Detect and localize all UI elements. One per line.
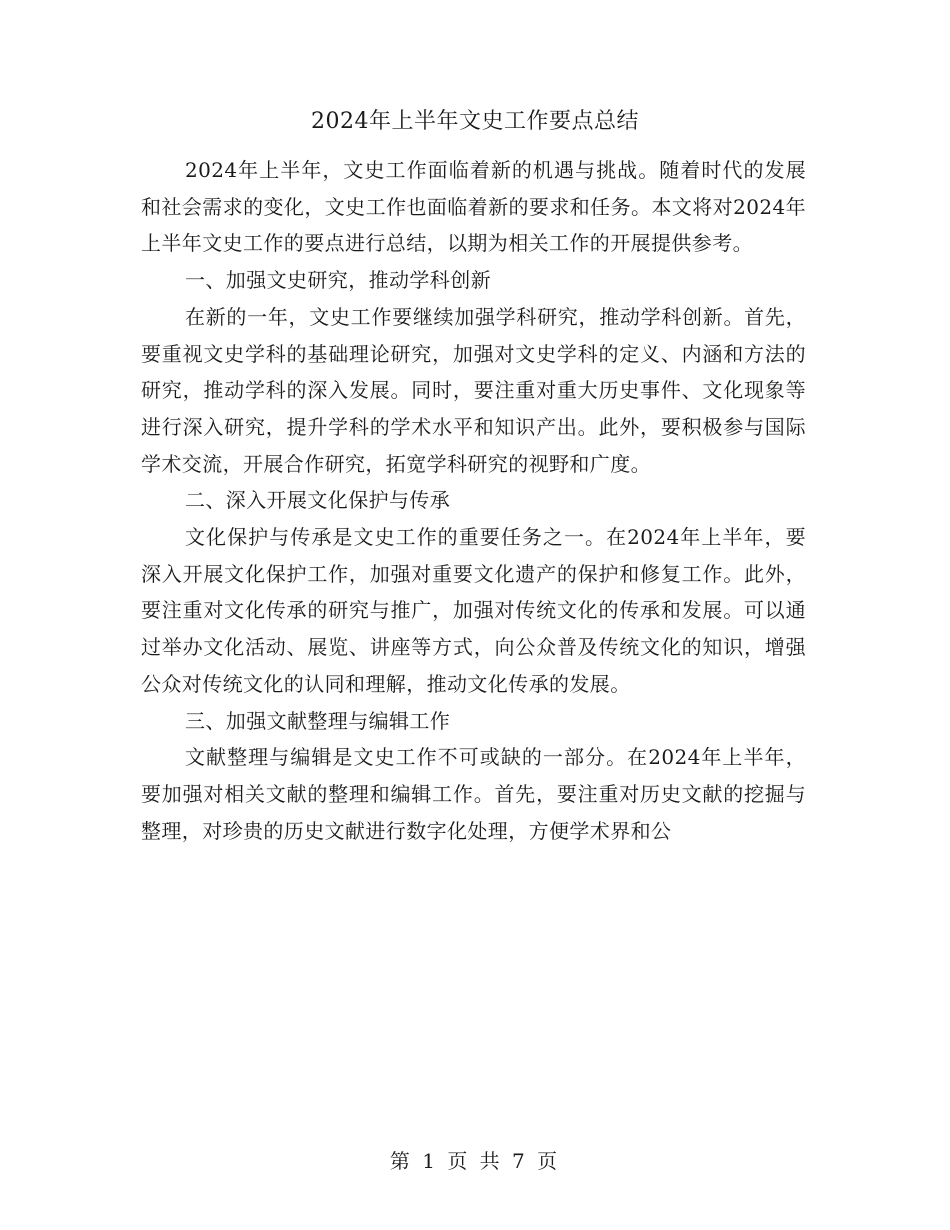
section-heading-3: 三、加强文献整理与编辑工作 xyxy=(185,708,451,733)
page-number-footer: 第 1 页 共 7 页 xyxy=(389,1149,561,1173)
document-title: 2024年上半年文史工作要点总结 xyxy=(311,109,639,134)
section-3-paragraph: 文献整理与编辑是文史工作不可或缺的一部分。在2024年上半年，要加强对相关文献的整理和编辑工作。首先，要注重对历史文献的挖掘与整理，对珍贵的历史文献进行数字化处理，方便学术界和公 xyxy=(141,745,806,843)
section-2-paragraph: 文化保护与传承是文史工作的重要任务之一。在2024年上半年，要深入开展文化保护工作，加强对重要文化遗产的保护和修复工作。此外，要注重对文化传承的研究与推广，加强对传统文化的传承和发展。可以通过举办文化活动、展览、讲座等方式，向公众普及传统文化的知识，增强公众对传统文化的认同和理解，推动文化传承的发展。 xyxy=(141,525,806,696)
section-1-paragraph: 在新的一年，文史工作要继续加强学科研究，推动学科创新。首先，要重视文史学科的基础理论研究，加强对文史学科的定义、内涵和方法的研究，推动学科的深入发展。同时，要注重对重大历史事件、文化现象等进行深入研究，提升学科的学术水平和知识产出。此外，要积极参与国际学术交流，开展合作研究，拓宽学科研究的视野和广度。 xyxy=(141,304,806,476)
section-heading-2: 二、深入开展文化保护与传承 xyxy=(185,488,451,513)
document-body xyxy=(141,152,806,849)
intro-paragraph: 2024年上半年，文史工作面临着新的机遇与挑战。随着时代的发展和社会需求的变化，文史工作也面临着新的要求和任务。本文将对2024年上半年文史工作的要点进行总结，以期为相关工作的开展提供参考。 xyxy=(141,158,806,256)
section-heading-1: 一、加强文史研究，推动学科创新 xyxy=(185,268,491,293)
